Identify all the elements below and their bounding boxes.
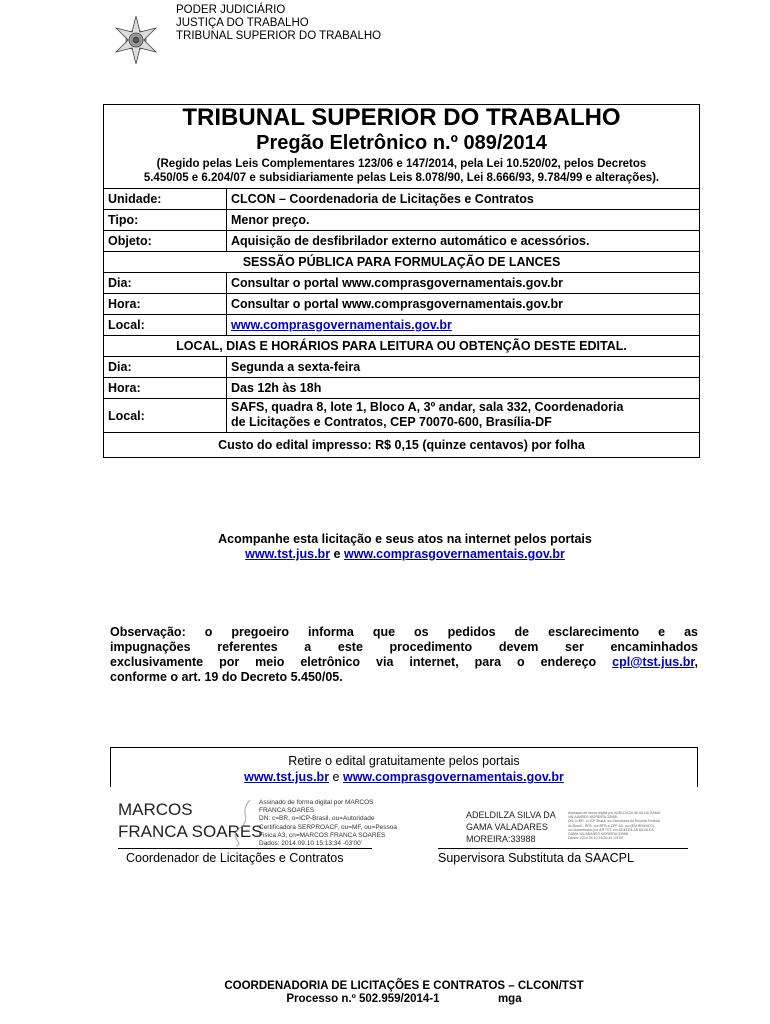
- reading-day-value: Segunda a sexta-feira: [227, 357, 700, 378]
- right-signer-name-2: GAMA VALADARES: [466, 822, 548, 832]
- session-day-label: Dia:: [104, 273, 227, 294]
- observation-line-4: conforme o art. 19 do Decreto 5.450/05.: [110, 670, 343, 684]
- left-signature-details: [259, 799, 397, 848]
- observation-line-3: [110, 655, 698, 670]
- legal-basis-line-1: (Regido pelas Leis Complementares 123/06 e 147/2014, pela Lei 10.520/02, pelos Decretos: [156, 158, 647, 170]
- right-detail-4: do Brasil - RFB, ou=RFB e-CPF A3, ou=(EM BRANCO),: [568, 823, 656, 828]
- observation-line-3-text: exclusivamente por meio eletrônico via internet, para o endereço: [110, 655, 597, 669]
- signature-line-right: [438, 848, 688, 849]
- follow-line: Acompanhe esta licitação e seus atos na internet pelos portais: [218, 532, 592, 546]
- left-detail-2: FRANCA SOARES: [259, 807, 315, 815]
- edital-cost: Custo do edital impresso: R$ 0,15 (quinze centavos) por folha: [104, 433, 700, 458]
- compras-link[interactable]: www.comprasgovernamentais.gov.br: [343, 547, 565, 561]
- retire-compras-link[interactable]: www.comprasgovernamentais.gov.br: [342, 770, 564, 784]
- unidade-label: Unidade:: [104, 189, 227, 210]
- right-detail-7: Dados: 2014.09.10 15:20:44 -03'00': [568, 836, 624, 841]
- objeto-label: Objeto:: [104, 231, 227, 252]
- follow-conjunction: e: [333, 547, 341, 561]
- header-line-2: JUSTIÇA DO TRABALHO: [176, 17, 309, 29]
- reading-local-label: Local:: [104, 399, 227, 433]
- footer-line-1: COORDENADORIA DE LICITAÇÕES E CONTRATOS – CLCON/TST: [224, 980, 584, 992]
- left-detail-4: Certificadora SERPROACF, ou=MF, ou=Pessoa: [259, 823, 398, 831]
- objeto-value: Aquisição de desfibrilador externo automático e acessórios.: [227, 231, 700, 252]
- left-detail-5: Fisica A3, cn=MARCOS FRANCA SOARES: [259, 831, 386, 839]
- institution-header: [176, 4, 381, 43]
- right-detail-2: VALADARES MOREIRA:33988: [568, 815, 617, 820]
- reading-day-label: Dia:: [104, 357, 227, 378]
- coat-of-arms-seal: [110, 14, 162, 66]
- right-signer-name-3: MOREIRA:33988: [466, 834, 536, 844]
- session-local-link[interactable]: www.comprasgovernamentais.gov.br: [231, 318, 452, 332]
- table-row: [104, 231, 700, 252]
- reading-local-line-2: de Licitações e Contratos, CEP 70070-600, Brasília-DF: [231, 415, 552, 429]
- table-row: [104, 210, 700, 231]
- right-signer-name: [466, 809, 556, 845]
- retire-box: [110, 747, 698, 787]
- table-row: [104, 399, 700, 433]
- table-row: [104, 273, 700, 294]
- left-detail-3: DN: c=BR, o=ICP-Brasil, ou=Autoridade: [259, 815, 375, 823]
- left-signer-role: Coordenador de Licitações e Contratos: [126, 851, 344, 865]
- table-row: [104, 294, 700, 315]
- table-row: [104, 357, 700, 378]
- process-number: Processo n.º 502.959/2014-1: [286, 993, 440, 1005]
- left-detail-1: Assinado de forma digital por MARCOS: [259, 799, 374, 806]
- tipo-label: Tipo:: [104, 210, 227, 231]
- section-heading-session: SESSÃO PÚBLICA PARA FORMULAÇÃO DE LANCES: [104, 252, 700, 273]
- edital-info-table: [103, 104, 700, 458]
- table-title: TRIBUNAL SUPERIOR DO TRABALHO: [104, 105, 700, 132]
- signature-line-left: [118, 848, 372, 849]
- comma: ,: [694, 655, 698, 669]
- session-day-value: Consultar o portal www.comprasgovernamentais.gov.br: [227, 273, 700, 294]
- left-signer-name-1: MARCOS: [118, 800, 193, 819]
- observation-line-1: Observação: o pregoeiro informa que os pedidos de esclarecimento e as: [110, 625, 698, 639]
- retire-conjunction: e: [332, 770, 340, 784]
- reading-hour-label: Hora:: [104, 378, 227, 399]
- observation-line-2: impugnações referentes a este procedimento devem ser encaminhados: [110, 640, 698, 654]
- reading-local-line-1: SAFS, quadra 8, lote 1, Bloco A, 3º andar, sala 332, Coordenadoria: [231, 400, 624, 414]
- header-line-3: TRIBUNAL SUPERIOR DO TRABALHO: [176, 30, 382, 42]
- right-detail-3: DN: c=BR, o=ICP-Brasil, ou=Secretaria da Receita Federal: [568, 819, 660, 824]
- left-signer-name-2: FRANCA SOARES: [118, 822, 263, 841]
- session-hour-value: Consultar o portal www.comprasgovernamentais.gov.br: [227, 294, 700, 315]
- legal-basis: [104, 155, 700, 189]
- right-signer-name-1: ADELDILZA SILVA DA: [466, 810, 556, 820]
- right-signer-role: Supervisora Substituta da SAACPL: [438, 851, 634, 865]
- tst-link[interactable]: www.tst.jus.br: [245, 547, 331, 561]
- reading-local-value: [227, 399, 700, 433]
- left-detail-6: Dados: 2014.09.10 15:13:34 -03'00': [259, 840, 362, 848]
- right-detail-1: Assinado de forma digital por ADELDILZA SILVA DA GAMA: [568, 811, 661, 815]
- table-row: [104, 315, 700, 336]
- table-row: [104, 189, 700, 210]
- table-row: [104, 378, 700, 399]
- section-heading-reading: LOCAL, DIAS E HORÁRIOS PARA LEITURA OU OBTENÇÃO DESTE EDITAL.: [104, 336, 700, 357]
- retire-line: Retire o edital gratuitamente pelos portais: [288, 754, 520, 768]
- table-subtitle: Pregão Eletrônico n.º 089/2014: [104, 131, 700, 155]
- unidade-value: CLCON – Coordenadoria de Licitações e Contratos: [227, 189, 700, 210]
- header-line-1: PODER JUDICIÁRIO: [176, 4, 286, 16]
- reading-hour-value: Das 12h às 18h: [227, 378, 700, 399]
- session-hour-label: Hora:: [104, 294, 227, 315]
- author-initials: mga: [497, 993, 522, 1005]
- signature-scribble: [228, 798, 258, 848]
- right-detail-6: GAMA VALADARES MOREIRA:33988: [568, 832, 628, 837]
- right-signature-details: [568, 811, 688, 840]
- session-local-label: Local:: [104, 315, 227, 336]
- email-link[interactable]: cpl@tst.jus.br: [612, 655, 695, 669]
- page-footer: [110, 980, 698, 1006]
- retire-tst-link[interactable]: www.tst.jus.br: [244, 770, 330, 784]
- tipo-value: Menor preço.: [227, 210, 700, 231]
- follow-notice: [110, 532, 700, 562]
- legal-basis-line-2: 5.450/05 e 6.204/07 e subsidiariamente pelas Leis 8.078/90, Lei 8.666/93, 9.784/99 e alterações).: [143, 172, 660, 184]
- right-detail-5: ou=Autenticado por AR TST, cn=ADELDILZA SILVA DA: [568, 827, 654, 832]
- observation-paragraph: [110, 625, 698, 685]
